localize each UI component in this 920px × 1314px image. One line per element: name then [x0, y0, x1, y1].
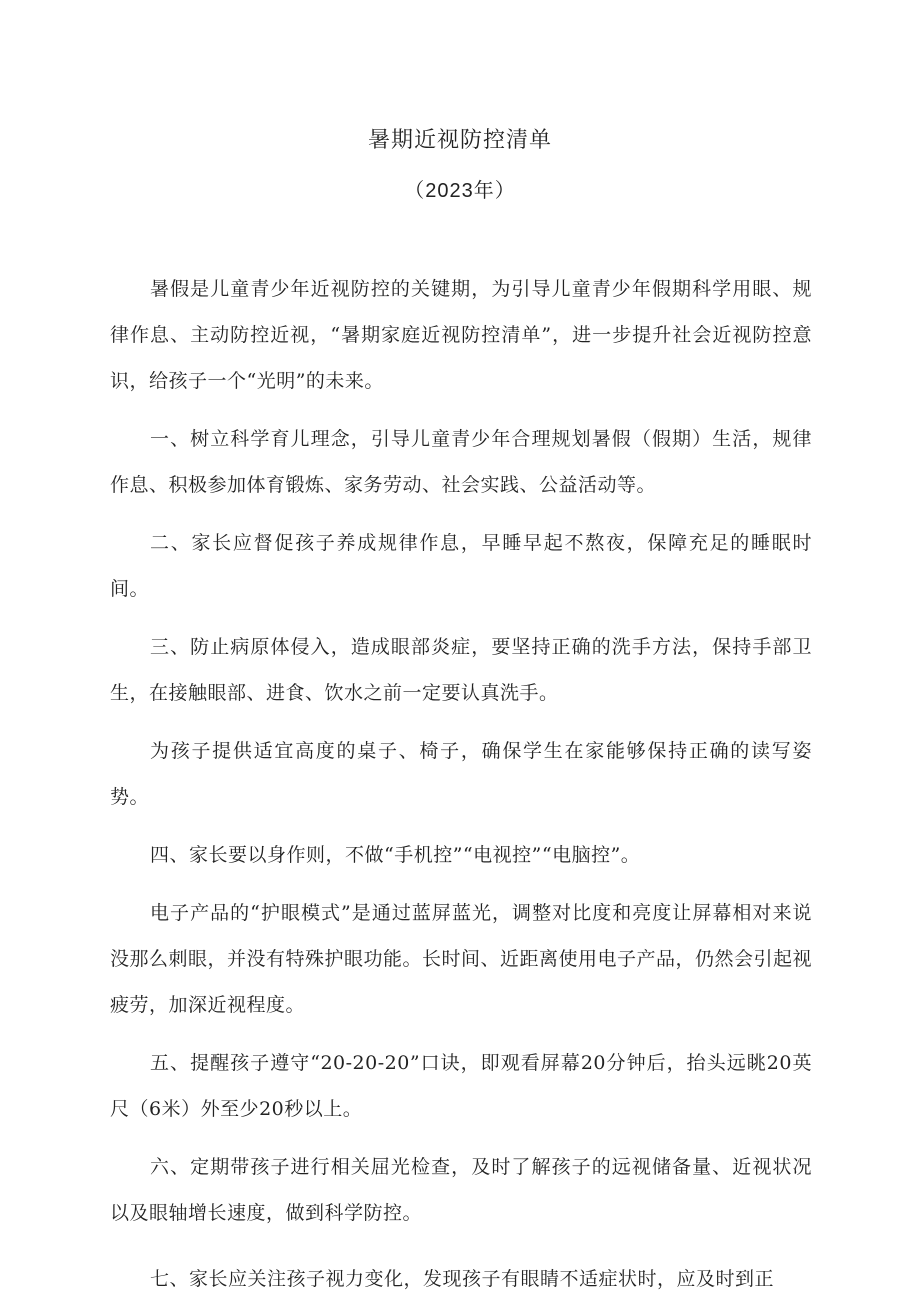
document-year: （2023年）: [404, 180, 516, 202]
item-7-paragraph: 七、家长应关注孩子视力变化，发现孩子有眼睛不适症状时，应及时到正: [150, 1268, 775, 1290]
item-5-paragraph: 五、提醒孩子遵守“20-20-20”口诀，即观看屏幕20分钟后，抬头远眺20英尺（6米）外至少20秒以上。: [110, 1052, 812, 1120]
document-body: [110, 266, 812, 1314]
eye-care-mode-paragraph: 电子产品的“护眼模式”是通过蓝屏蓝光，调整对比度和亮度让屏幕相对来说没那么刺眼，并没有特殊护眼功能。长时间、近距离使用电子产品，仍然会引起视疲劳，加深近视程度。: [110, 902, 813, 1016]
item-2-paragraph: 二、家长应督促孩子养成规律作息，早睡早起不熬夜，保障充足的睡眠时间。: [110, 532, 812, 600]
desk-chair-paragraph: 为孩子提供适宜高度的桌子、椅子，确保学生在家能够保持正确的读写姿势。: [110, 740, 812, 808]
item-6-paragraph: 六、定期带孩子进行相关屈光检查，及时了解孩子的远视储备量、近视状况以及眼轴增长速度，做到科学防控。: [110, 1156, 812, 1224]
document-title: 暑期近视防控清单: [367, 128, 552, 153]
item-3-paragraph: 三、防止病原体侵入，造成眼部炎症，要坚持正确的洗手方法，保持手部卫生，在接触眼部、进食、饮水之前一定要认真洗手。: [110, 636, 812, 704]
intro-paragraph: 暑假是儿童青少年近视防控的关键期，为引导儿童青少年假期科学用眼、规律作息、主动防控近视，“暑期家庭近视防控清单”，进一步提升社会近视防控意识，给孩子一个“光明”的未来。: [110, 278, 812, 392]
item-4-paragraph: 四、家长要以身作则，不做“手机控”“电视控”“电脑控”。: [150, 844, 641, 866]
item-1-paragraph: 一、树立科学育儿理念，引导儿童青少年合理规划暑假（假期）生活，规律作息、积极参加体育锻炼、家务劳动、社会实践、公益活动等。: [110, 428, 812, 496]
